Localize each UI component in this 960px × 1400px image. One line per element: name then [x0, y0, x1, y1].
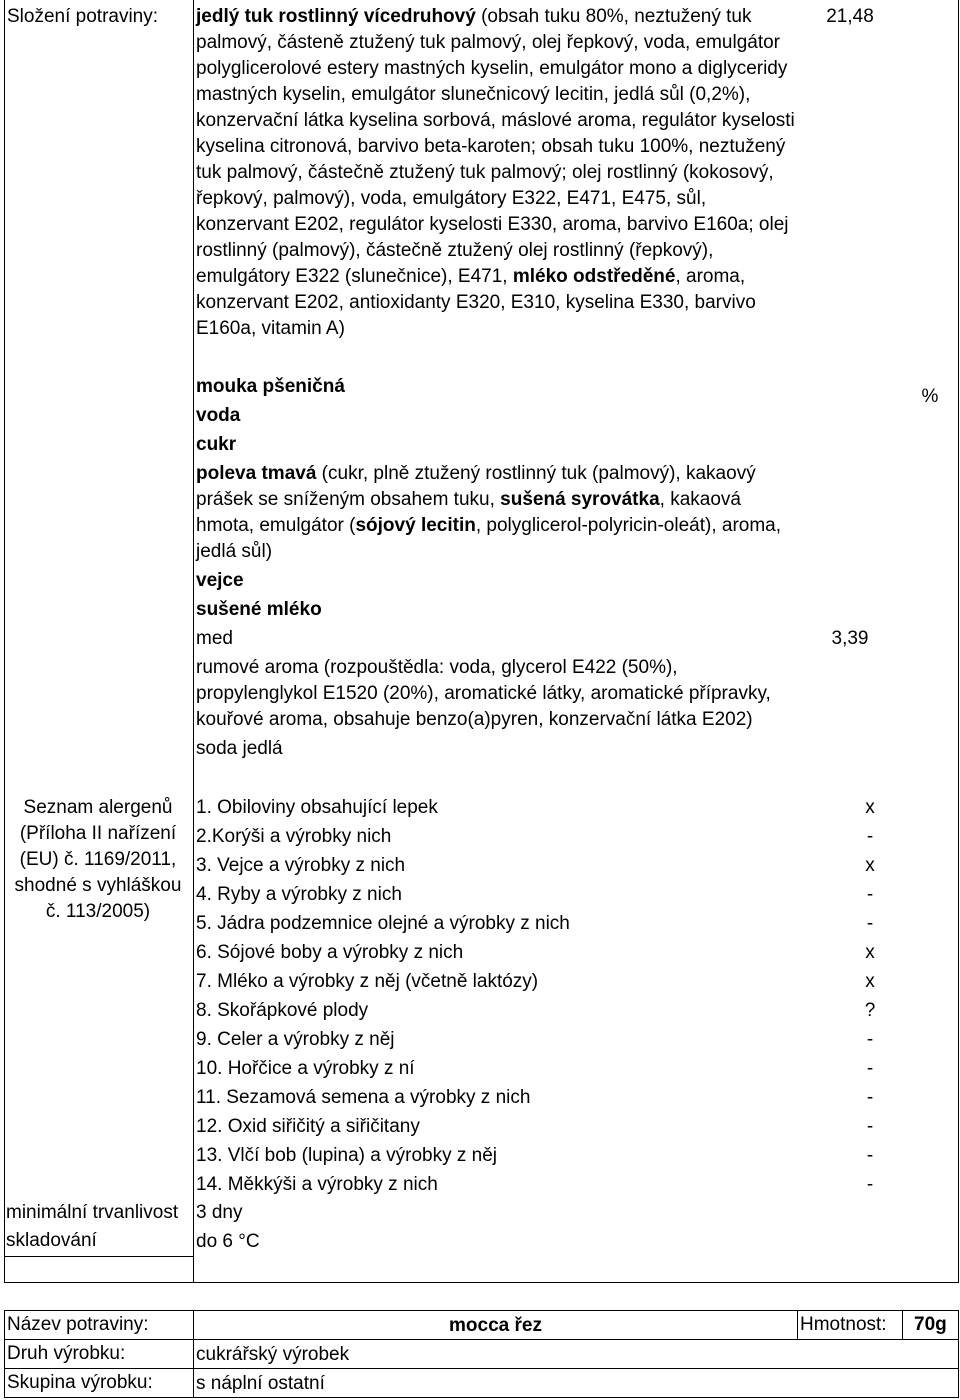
ingredient-list [196, 374, 796, 762]
product-name-label: Název potraviny: [7, 1314, 149, 1335]
ingredient-glaze-detail1: (cukr, plně ztužený rostlinný tuk (palmový), kakaový prášek se sníženým obsahem tuku, [196, 463, 756, 510]
table-border-left [4, 0, 5, 1283]
allergen-item: 2.Korýši a výrobky nich [196, 826, 392, 847]
composition-label: Složení potraviny: [7, 6, 159, 27]
allergen-item: 1. Obiloviny obsahující lepek [196, 797, 438, 818]
column-divider-1 [193, 0, 194, 1283]
ingredient-honey-percent: 3,39 [831, 628, 869, 649]
allergen-mark: ? [864, 1000, 876, 1021]
allergens-label: Seznam alergenů (Příloha II nařízení (EU) č. 1169/2011, shodné s vyhláškou č. 113/2005) [14, 797, 182, 922]
allergen-mark: - [866, 884, 874, 905]
bottom-table-row1 [4, 1339, 959, 1340]
ingredient-glaze-bold: sušená syrovátka [500, 489, 660, 510]
allergen-item: 6. Sójové boby a výrobky z nich [196, 942, 464, 963]
allergen-marks [840, 793, 900, 1199]
product-type-value: cukrářský výrobek [196, 1344, 350, 1365]
weight-label: Hmotnost: [800, 1314, 887, 1335]
allergen-item: 14. Měkkýši a výrobky z nich [196, 1174, 438, 1195]
product-group-label: Skupina výrobku: [7, 1372, 153, 1393]
ingredient-fat-percent: 21,48 [826, 6, 874, 27]
ingredient-fat-bold2: mléko odstředěné [512, 266, 676, 287]
ingredient-glaze-detail3: , polyglicerol-polyricin-oleát), aroma, jedlá sůl) [196, 515, 782, 562]
ingredient-fat-detail2: , aroma, konzervant E202, antioxidanty E320, E310, kyselina E330, barvivo E160a, vitamin A) [196, 266, 756, 339]
allergen-item: 7. Mléko a výrobky z něj (včetně laktózy) [196, 971, 539, 992]
allergen-mark: - [866, 1116, 874, 1137]
product-group-value: s náplní ostatní [196, 1373, 325, 1394]
ingredient-glaze-detail2: , kakaová hmota, emulgátor ( [196, 489, 741, 536]
bottom-table-right [958, 1310, 959, 1398]
shelf-life-value: 3 dny [196, 1202, 243, 1223]
bottom-table-left [4, 1310, 5, 1398]
allergen-mark: - [866, 913, 874, 934]
ingredient-fat-detail: (obsah tuku 80%, neztužený tuk palmový, částeně ztužený tuk palmový, olej řepkový, voda, emulgátor polyglicerolové estery mastných kyselin, emulgátor mono a diglyceridy mastných kyselin, emulgátor slunečnicový lecitin, jedlá sůl (0,2%), konzervační látka kyselina sorbová, máslové aroma, regulátor kyselosti kyselina citronová, barvivo beta-karoten; obsah tuku 100%, neztužený tuk palmový, částečně ztužený tuk palmový; olej rostlinný (kokosový, řepkový, palmový), voda, emulgátory E322, E471, E475, sůl, konzervant E202, regulátor kyselosti E330, aroma, barvivo E160a; olej rostlinný (palmový), částečně ztužený olej rostlinný (řepkový), emulgátory E322 (slunečnice), E471, [196, 6, 795, 287]
allergen-item: 13. Vlčí bob (lupina) a výrobky z něj [196, 1145, 497, 1166]
allergen-item: 4. Ryby a výrobky z nich [196, 884, 402, 905]
allergen-mark: - [866, 1087, 874, 1108]
ingredient-rum-aroma: rumové aroma (rozpouštědla: voda, glycerol E422 (50%), propylenglykol E1520 (20%), aromatické látky, aromatické přípravky, kouřové aroma, obsahuje benzo(a)pyren, konzervační látka E202) [196, 657, 771, 730]
ingredient-fat-block [196, 4, 796, 342]
storage-value: do 6 °C [196, 1231, 260, 1252]
ingredient-soda: soda jedlá [196, 738, 283, 759]
percent-header: % [921, 386, 939, 407]
allergen-list [196, 793, 570, 1199]
ingredient-honey: med [196, 628, 233, 649]
shelf-life-label: minimální trvanlivost [6, 1202, 179, 1223]
allergen-mark: - [866, 1058, 874, 1079]
weight-value: 70g [914, 1314, 947, 1335]
product-name-value: mocca řez [449, 1315, 542, 1336]
allergen-mark: - [866, 1029, 874, 1050]
allergen-mark: x [865, 797, 875, 818]
bottom-table-top [4, 1310, 959, 1311]
allergen-mark: x [865, 855, 875, 876]
ingredient-eggs: vejce [196, 570, 244, 591]
ingredient-milk-powder: sušené mléko [196, 599, 322, 620]
ingredient-glaze-bold2: sójový lecitin [355, 515, 476, 536]
bottom-table-col2 [797, 1310, 798, 1340]
allergen-item: 11. Sezamová semena a výrobky z nich [196, 1087, 531, 1108]
allergen-mark: x [865, 942, 875, 963]
allergen-item: 5. Jádra podzemnice olejné a výrobky z nich [196, 913, 570, 934]
allergen-mark: - [866, 1145, 874, 1166]
ingredient-glaze-name: poleva tmavá [196, 463, 317, 484]
allergen-item: 8. Skořápkové plody [196, 1000, 369, 1021]
allergen-item: 9. Celer a výrobky z něj [196, 1029, 395, 1050]
bottom-table-bottom [4, 1397, 959, 1398]
table-border-bottom [4, 1282, 959, 1283]
bottom-table-row2 [4, 1368, 959, 1369]
table-border-right [958, 0, 959, 1283]
ingredient-water: voda [196, 405, 241, 426]
ingredient-flour: mouka pšeničná [196, 376, 345, 397]
row-divider-storage [4, 1256, 194, 1257]
storage-label: skladování [6, 1230, 97, 1251]
allergen-mark: - [866, 1174, 874, 1195]
allergen-mark: - [866, 826, 874, 847]
bottom-table-col3 [902, 1310, 903, 1340]
allergen-item: 10. Hořčice a výrobky z ní [196, 1058, 415, 1079]
allergen-item: 3. Vejce a výrobky z nich [196, 855, 406, 876]
allergen-item: 12. Oxid siřičitý a siřičitany [196, 1116, 420, 1137]
ingredient-sugar: cukr [196, 434, 237, 455]
product-type-label: Druh výrobku: [7, 1343, 126, 1364]
allergen-mark: x [865, 971, 875, 992]
ingredient-glaze [196, 461, 796, 565]
ingredient-fat-name: jedlý tuk rostlinný vícedruhový [196, 6, 476, 27]
